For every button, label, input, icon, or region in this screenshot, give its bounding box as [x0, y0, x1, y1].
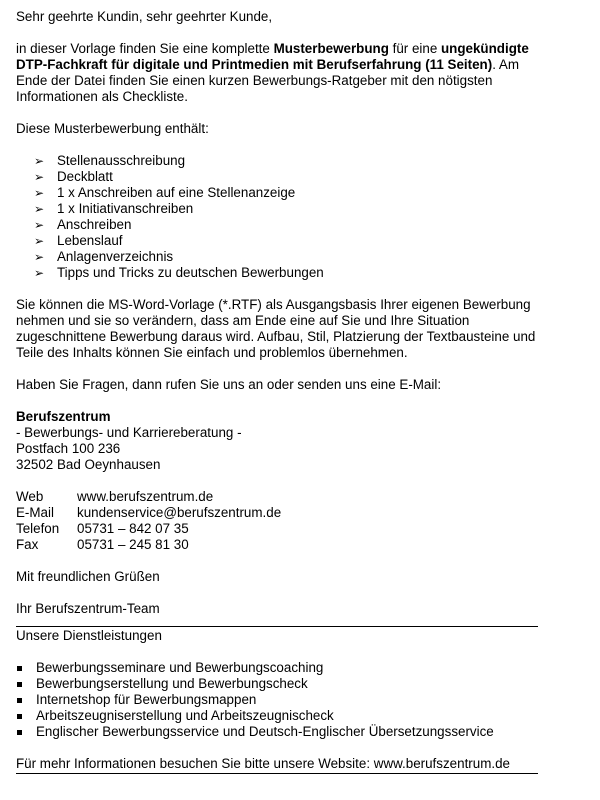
- service-item-label: Bewerbungsseminare und Bewerbungscoaching: [36, 660, 324, 675]
- questions-line: Haben Sie Fragen, dann rufen Sie uns an oder senden uns eine E-Mail:: [16, 377, 442, 392]
- square-bullet-icon: [17, 682, 22, 687]
- contact-row: [16, 489, 538, 505]
- footer-note: Für mehr Informationen besuchen Sie bitte unsere Website: www.berufszentrum.de: [16, 756, 510, 771]
- contents-item-label: Tipps und Tricks zu deutschen Bewerbungen: [57, 265, 324, 280]
- city: 32502 Bad Oeynhausen: [16, 457, 161, 472]
- square-bullet-icon: [17, 714, 22, 719]
- service-item-label: Bewerbungserstellung und Bewerbungscheck: [36, 676, 308, 691]
- contact-value: kundenservice@berufszentrum.de: [77, 505, 282, 520]
- arrow-bullet-icon: ➢: [34, 234, 45, 248]
- intro-text-3: . Am Ende der Datei finden Sie einen kurzen Bewerbungs-Ratgeber mit den nötigsten Informationen als Checkliste.: [16, 57, 519, 104]
- service-item-label: Internetshop für Bewerbungsmappen: [36, 692, 257, 707]
- contents-list-item: [16, 185, 538, 201]
- contact-row: [16, 537, 538, 553]
- contents-item-label: 1 x Initiativanschreiben: [57, 201, 194, 216]
- contents-item-label: Anschreiben: [57, 217, 132, 232]
- contact-label: E-Mail: [16, 505, 54, 520]
- services-list-item: [16, 676, 538, 692]
- contact-table: [16, 489, 538, 553]
- contact-label: Web: [16, 489, 44, 504]
- contents-list-item: [16, 201, 538, 217]
- services-list: [16, 660, 538, 740]
- square-bullet-icon: [17, 666, 22, 671]
- arrow-bullet-icon: ➢: [34, 250, 45, 264]
- arrow-bullet-icon: ➢: [34, 186, 45, 200]
- divider-top: [16, 626, 538, 627]
- letter-page: [16, 9, 538, 774]
- contents-item-label: 1 x Anschreiben auf eine Stellenanzeige: [57, 185, 296, 200]
- contents-heading: Diese Musterbewerbung enthält:: [16, 121, 209, 136]
- contents-item-label: Lebenslauf: [57, 233, 123, 248]
- contents-item-label: Deckblatt: [57, 169, 113, 184]
- contents-item-label: Anlagenverzeichnis: [57, 249, 174, 264]
- company-tagline: - Bewerbungs- und Karriereberatung -: [16, 425, 242, 440]
- service-item-label: Arbeitszeugniserstellung und Arbeitszeugnischeck: [36, 708, 334, 723]
- contact-value: 05731 – 842 07 35: [77, 521, 189, 536]
- greeting: Sehr geehrte Kundin, sehr geehrter Kunde,: [16, 9, 273, 24]
- usage-paragraph: Sie können die MS-Word-Vorlage (*.RTF) als Ausgangsbasis Ihrer eigenen Bewerbung nehmen und sie so verändern, dass am Ende eine auf Sie und Ihre Situation zugeschnittene Bewerbung daraus wird. Aufbau, Stil, Platzierung der Textbausteine und Teile des Inhalts können Sie einfach und problemlos übernehmen.: [16, 297, 536, 360]
- company-name: Berufszentrum: [16, 409, 111, 424]
- services-list-item: [16, 692, 538, 708]
- divider-bottom: [16, 773, 538, 774]
- intro-paragraph: [16, 41, 538, 105]
- contact-row: [16, 521, 538, 537]
- intro-bold-1: Musterbewerbung: [273, 41, 389, 56]
- contents-list-item: [16, 169, 538, 185]
- services-list-item: [16, 724, 538, 740]
- arrow-bullet-icon: ➢: [34, 266, 45, 280]
- signature: Ihr Berufszentrum-Team: [16, 601, 160, 616]
- postbox: Postfach 100 236: [16, 441, 121, 456]
- contents-item-label: Stellenausschreibung: [57, 153, 186, 168]
- service-item-label: Englischer Bewerbungsservice und Deutsch-Englischer Übersetzungsservice: [36, 724, 494, 739]
- square-bullet-icon: [17, 698, 22, 703]
- intro-bold-2: ungekündigte DTP-Fachkraft für digitale und Printmedien mit Berufserfahrung (11 Seiten): [16, 41, 529, 72]
- closing: Mit freundlichen Grüßen: [16, 569, 160, 584]
- address-block: [16, 409, 538, 473]
- contact-label: Telefon: [16, 521, 60, 536]
- contents-list-item: [16, 153, 538, 169]
- arrow-bullet-icon: ➢: [34, 170, 45, 184]
- square-bullet-icon: [17, 730, 22, 735]
- services-heading: Unsere Dienstleistungen: [16, 628, 162, 643]
- services-list-item: [16, 660, 538, 676]
- contact-value: www.berufszentrum.de: [77, 489, 214, 504]
- arrow-bullet-icon: ➢: [34, 218, 45, 232]
- contents-list-item: [16, 233, 538, 249]
- intro-text-1: in dieser Vorlage finden Sie eine komplette: [16, 41, 274, 56]
- services-list-item: [16, 708, 538, 724]
- contents-list-item: [16, 249, 538, 265]
- intro-text-2: für eine: [388, 41, 441, 56]
- arrow-bullet-icon: ➢: [34, 154, 45, 168]
- arrow-bullet-icon: ➢: [34, 202, 45, 216]
- contact-label: Fax: [16, 537, 39, 552]
- contact-value: 05731 – 245 81 30: [77, 537, 189, 552]
- contents-list: [16, 153, 538, 281]
- contents-list-item: [16, 265, 538, 281]
- contents-list-item: [16, 217, 538, 233]
- contact-row: [16, 505, 538, 521]
